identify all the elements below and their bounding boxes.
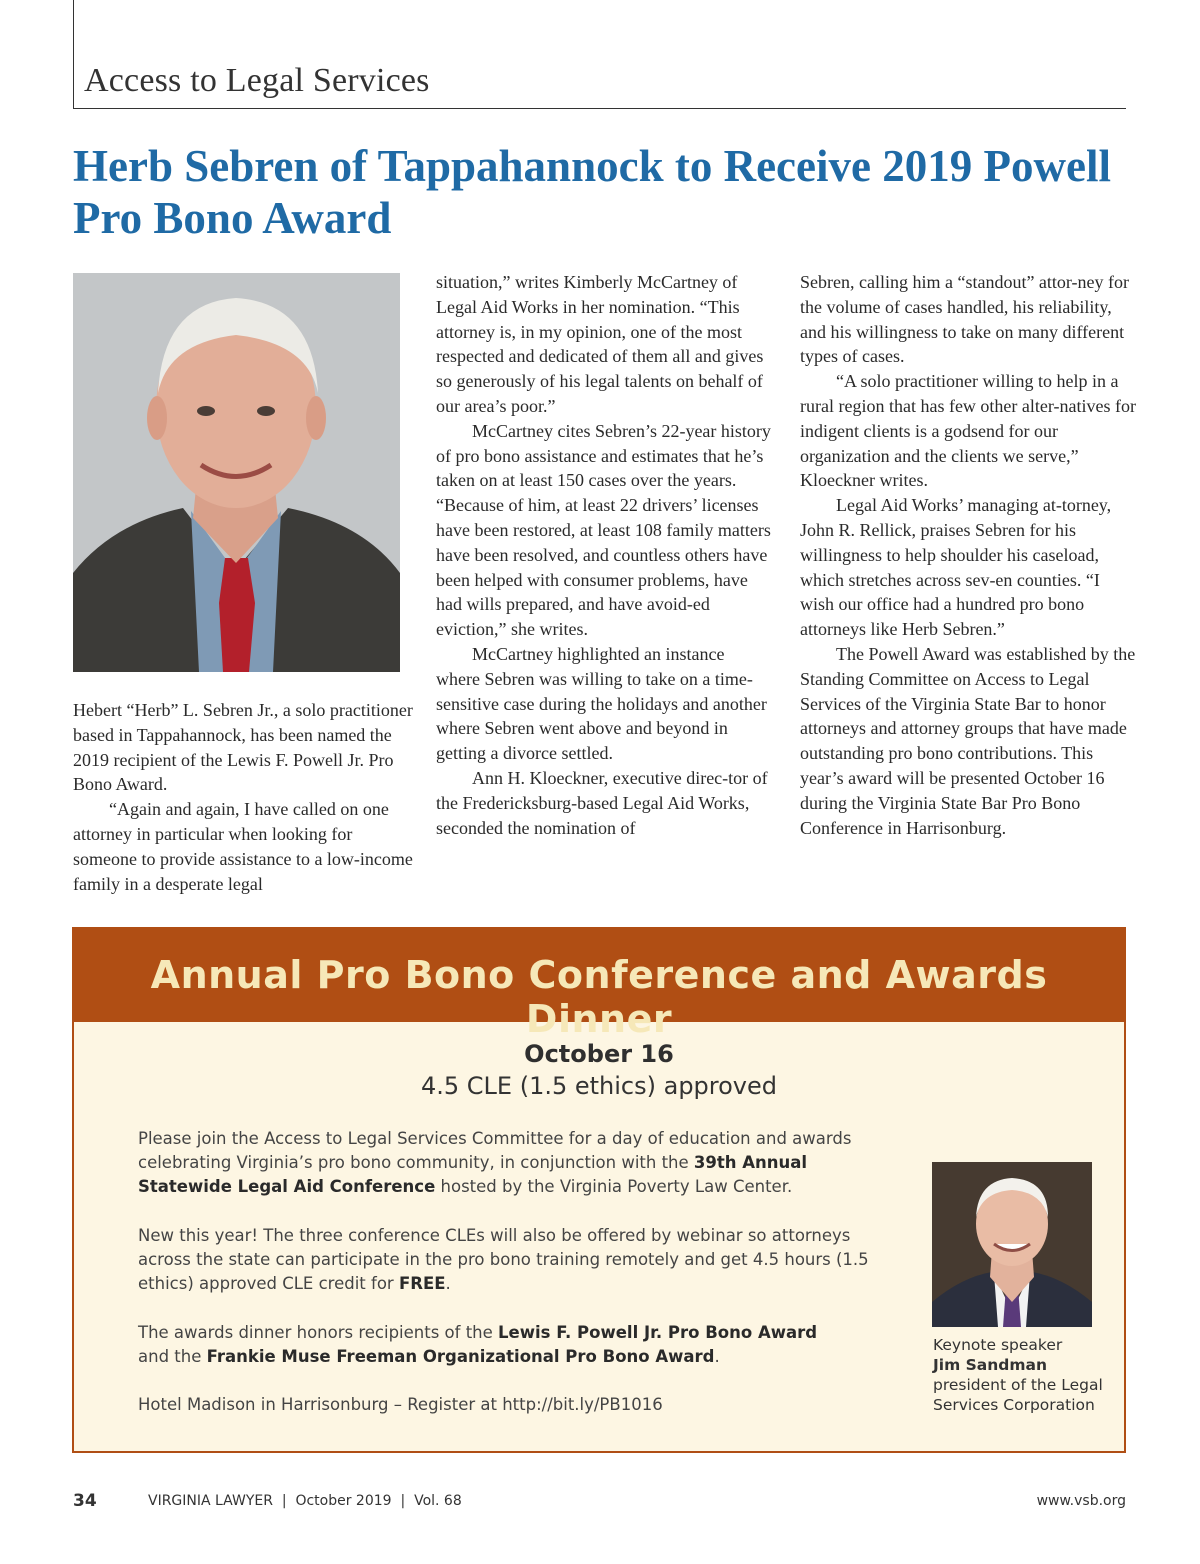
speaker-role: Keynote speaker xyxy=(933,1336,1063,1354)
text: Please join the Access to Legal Services Committee for a day of education and awards celebrating Virginia’s pro bono community, in conjunction with the xyxy=(138,1129,852,1172)
article-column-3 xyxy=(800,270,1136,840)
text: hosted by the Virginia Poverty Law Center. xyxy=(435,1177,793,1196)
event-box xyxy=(72,927,1126,1453)
publication-info: VIRGINIA LAWYER | October 2019 | Vol. 68 xyxy=(148,1493,462,1509)
paragraph: The Powell Award was established by the Standing Committee on Access to Legal Services of the Virginia State Bar to honor attorneys and attorney groups that have made outstanding pro bono contributions. This year’s award will be presented October 16 during the Virginia State Bar Pro Bono Conference in Harrisonburg. xyxy=(800,643,1136,838)
event-header xyxy=(74,929,1124,1041)
award-name: Frankie Muse Freeman Organizational Pro Bono Award xyxy=(206,1347,715,1366)
free-label: FREE xyxy=(398,1274,446,1293)
speaker-title: president of the Legal xyxy=(933,1376,1103,1394)
event-cle: 4.5 CLE (1.5 ethics) approved xyxy=(420,1072,778,1100)
paragraph: “Again and again, I have called on one attorney in particular when looking for someone to provide assistance to a low-income family in a desperate legal xyxy=(73,799,413,894)
text: The awards dinner honors recipients of the xyxy=(138,1323,499,1342)
website-link[interactable]: www.vsb.org xyxy=(1036,1493,1126,1509)
text: New this year! The three conference CLEs will also be offered by webinar so attorneys across the state can participate in the pro bono training remotely and get 4.5 hours (1.5 ethics) approved CLE credit for xyxy=(138,1226,869,1293)
text: . xyxy=(714,1347,720,1366)
section-rule-horizontal xyxy=(73,108,1126,109)
article-headline xyxy=(73,140,1133,244)
portrait-photo xyxy=(73,273,400,672)
event-date: October 16 xyxy=(524,1040,674,1068)
headline-line-1: Herb Sebren of Tappahannock to Receive 2019 Powell xyxy=(73,141,1111,191)
section-label: Access to Legal Services xyxy=(84,62,430,99)
text: . xyxy=(445,1274,451,1293)
headline-line-2: Pro Bono Award xyxy=(73,193,392,243)
article-column-1 xyxy=(73,698,413,896)
event-title: Annual Pro Bono Conference and Awards Dinner xyxy=(150,953,1048,1041)
paragraph: “A solo practitioner willing to help in a rural region that has few other alter-natives for indigent clients is a godsend for our organization and the clients we serve,” Kloeckner writes. xyxy=(800,371,1136,491)
paragraph: Sebren, calling him a “standout” attor-ney for the volume of cases handled, his reliability, and his willingness to take on many different types of cases. xyxy=(800,272,1130,367)
paragraph: Ann H. Kloeckner, executive direc-tor of the Fredericksburg-based Legal Aid Works, seconded the nomination of xyxy=(436,767,768,838)
event-paragraph-3 xyxy=(138,1321,898,1369)
speaker-caption xyxy=(933,1335,1123,1415)
speaker-name: Jim Sandman xyxy=(933,1356,1048,1374)
event-paragraph-1 xyxy=(138,1127,898,1199)
speaker-title: Services Corporation xyxy=(933,1396,1095,1414)
award-name: Lewis F. Powell Jr. Pro Bono Award xyxy=(498,1323,818,1342)
article-column-2 xyxy=(436,270,772,840)
text: and the xyxy=(138,1347,207,1366)
paragraph: situation,” writes Kimberly McCartney of Legal Aid Works in her nomination. “This attorney is, in my opinion, one of the most respected and dedicated of them all and gives so generously of his legal talents on behalf of our area’s poor.” xyxy=(436,272,764,416)
paragraph: Legal Aid Works’ managing at-torney, John R. Rellick, praises Sebren for his willingness to help shoulder his caseload, which stretches across sev-en counties. “I wish our office had a hundred pro bono attorneys like Herb Sebren.” xyxy=(800,495,1112,640)
paragraph: McCartney cites Sebren’s 22-year history of pro bono assistance and estimates that he’s taken on at least 150 cases over the years. “Because of him, at least 22 drivers’ licenses have been restored, at least 108 family matters have been resolved, and countless others have been helped with consumer problems, have had wills prepared, and have avoid-ed eviction,” she writes. xyxy=(436,420,771,640)
section-rule-vertical xyxy=(73,0,74,108)
conference-name: 39th Annual Statewide Legal Aid Conference xyxy=(138,1153,808,1196)
event-paragraph-2 xyxy=(138,1224,898,1296)
paragraph: Hebert “Herb” L. Sebren Jr., a solo practitioner based in Tappahannock, has been named the 2019 recipient of the Lewis F. Powell Jr. Pro Bono Award. xyxy=(73,700,413,795)
page-number: 34 xyxy=(73,1491,97,1511)
speaker-photo xyxy=(932,1162,1092,1327)
paragraph: McCartney highlighted an instance where Sebren was willing to take on a time-sensitive case during the holidays and another where Sebren went above and beyond in getting a divorce settled. xyxy=(436,643,767,764)
event-registration: Hotel Madison in Harrisonburg – Register at http://bit.ly/PB1016 xyxy=(138,1395,663,1414)
